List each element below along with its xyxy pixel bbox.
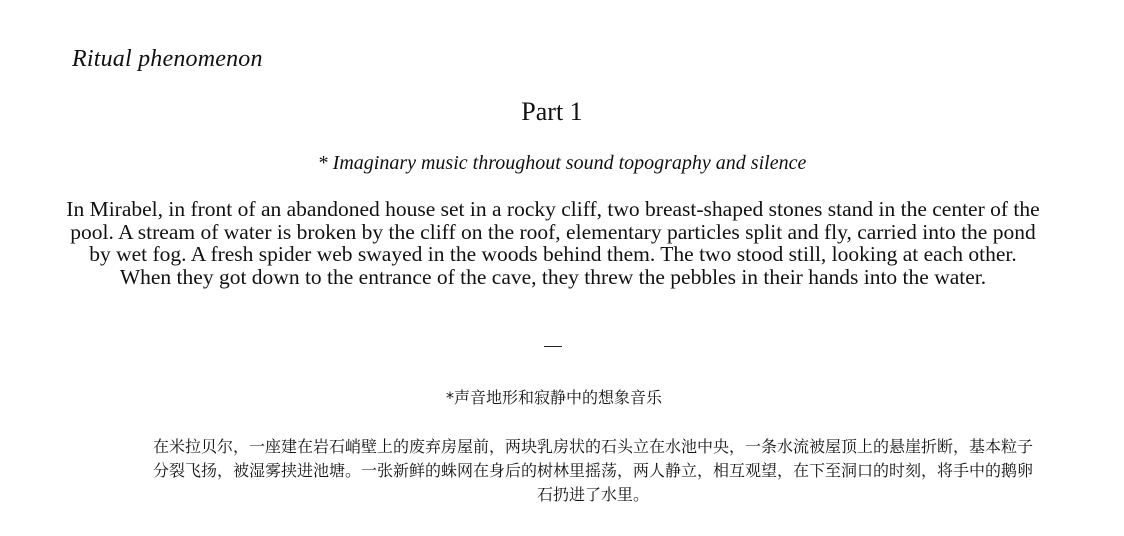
english-paragraph: In Mirabel, in front of an abandoned house set in a rocky cliff, two breast-shaped stones stand in the center of the pool. A stream of water is broken by the cliff on the roof, elementary particles split and fly, carried into the pond by wet fog. A fresh spider web swayed in the woods behind them. The two stood still, looking at each other. When they got down to the entrance of the cave, they threw the pebbles in their hands into the water. [66,197,1040,289]
part-heading: Part 1 [521,97,583,126]
chinese-subtitle: *声音地形和寂静中的想象音乐 [445,388,662,407]
site-title[interactable]: Ritual phenomenon [72,46,263,72]
chinese-paragraph: 在米拉贝尔，一座建在岩石峭壁上的废弃房屋前，两块乳房状的石头立在水池中央，一条水流被屋顶上的悬崖折断，基本粒子分裂飞扬，被湿雾挟进池塘。一张新鲜的蛛网在身后的树林里摇荡，两人静立，相互观望，在下至洞口的时刻，将手中的鹅卵石扔进了水里。 [152,437,1033,504]
english-subtitle: * Imaginary music throughout sound topography and silence [317,152,807,174]
section-divider [544,346,562,347]
